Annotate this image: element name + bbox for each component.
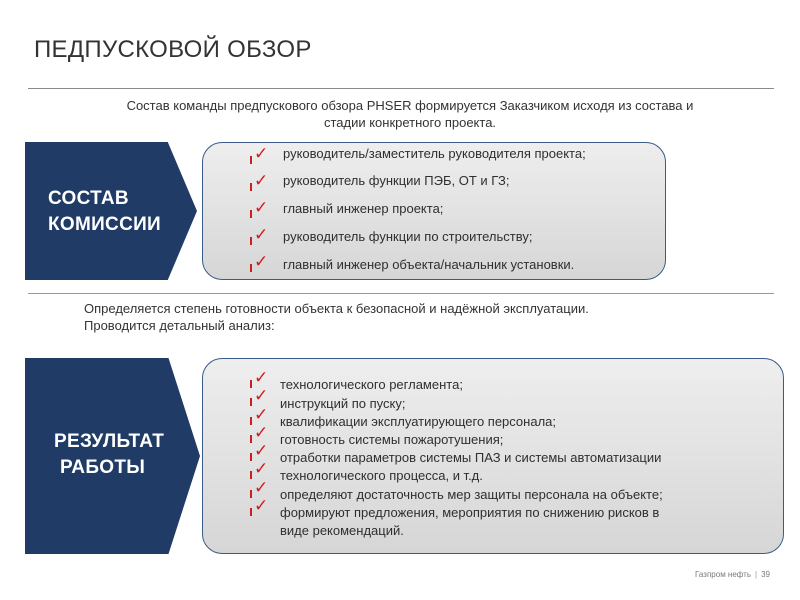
bullet-mark bbox=[250, 380, 252, 388]
check-mark-icon: ✓ bbox=[254, 252, 269, 271]
result-label bbox=[54, 429, 164, 481]
list-item: готовность системы пожаротушения; bbox=[280, 432, 504, 447]
check-mark-icon: ✓ bbox=[254, 198, 269, 217]
bullet-mark bbox=[250, 264, 252, 272]
bullet-mark bbox=[250, 471, 252, 479]
footer-company: Газпром нефть bbox=[695, 570, 752, 579]
title-divider bbox=[28, 88, 774, 89]
list-item: формируют предложения, мероприятия по снижению рисков в bbox=[280, 505, 660, 520]
list-item: руководитель/заместитель руководителя проекта; bbox=[283, 146, 586, 161]
check-mark-icon: ✓ bbox=[254, 368, 269, 387]
bullet-mark bbox=[250, 210, 252, 218]
list-item: отработки параметров системы ПАЗ и системы автоматизации bbox=[280, 450, 662, 465]
intro-text bbox=[60, 97, 760, 131]
check-mark-icon: ✓ bbox=[254, 405, 269, 424]
check-mark-icon: ✓ bbox=[254, 144, 269, 163]
bullet-mark bbox=[250, 435, 252, 443]
list-item: определяют достаточность мер защиты персонала на объекте; bbox=[280, 487, 663, 502]
bullet-mark bbox=[250, 156, 252, 164]
list-item-continuation: виде рекомендаций. bbox=[280, 523, 404, 538]
list-item: главный инженер проекта; bbox=[283, 201, 444, 216]
bullet-mark bbox=[250, 417, 252, 425]
section-divider bbox=[28, 293, 774, 294]
bullet-mark bbox=[250, 398, 252, 406]
bullet-mark bbox=[250, 183, 252, 191]
intro-line-2: стадии конкретного проекта. bbox=[323, 115, 497, 130]
list-item: технологического процесса, и т.д. bbox=[280, 468, 483, 483]
result-label-line-1: РЕЗУЛЬТАТ bbox=[54, 431, 165, 452]
check-mark-icon: ✓ bbox=[254, 459, 269, 478]
check-mark-icon: ✓ bbox=[254, 225, 269, 244]
bullet-mark bbox=[250, 237, 252, 245]
description-text bbox=[84, 300, 589, 334]
check-mark-icon: ✓ bbox=[254, 386, 269, 405]
list-item: главный инженер объекта/начальник установки. bbox=[283, 257, 575, 272]
result-label-line-2: РАБОТЫ bbox=[60, 457, 146, 478]
page-number: 39 bbox=[761, 570, 770, 579]
list-item: технологического регламента; bbox=[280, 377, 463, 392]
description-line-2: Проводится детальный анализ: bbox=[84, 318, 275, 333]
page-title: ПЕДПУСКОВОЙ ОБЗОР bbox=[34, 36, 312, 63]
check-mark-icon: ✓ bbox=[254, 441, 269, 460]
list-item: руководитель функции ПЭБ, ОТ и ГЗ; bbox=[283, 173, 510, 188]
bullet-mark bbox=[250, 508, 252, 516]
commission-label bbox=[48, 186, 161, 238]
commission-label-line-2: КОМИССИИ bbox=[48, 214, 162, 235]
check-mark-icon: ✓ bbox=[254, 171, 269, 190]
check-mark-icon: ✓ bbox=[254, 478, 269, 497]
list-item: квалификации эксплуатирующего персонала; bbox=[280, 414, 556, 429]
check-mark-icon: ✓ bbox=[254, 423, 269, 442]
list-item: руководитель функции по строительству; bbox=[283, 229, 533, 244]
check-mark-icon: ✓ bbox=[254, 496, 269, 515]
bullet-mark bbox=[250, 453, 252, 461]
footer bbox=[695, 570, 770, 579]
description-line-1: Определяется степень готовности объекта к безопасной и надёжной эксплуатации. bbox=[84, 301, 589, 316]
commission-label-line-1: СОСТАВ bbox=[48, 188, 129, 209]
footer-separator: | bbox=[755, 570, 758, 579]
intro-line-1: Состав команды предпускового обзора PHSER формируется Заказчиком исходя из состава и bbox=[126, 98, 694, 113]
bullet-mark bbox=[250, 490, 252, 498]
list-item: инструкций по пуску; bbox=[280, 396, 406, 411]
